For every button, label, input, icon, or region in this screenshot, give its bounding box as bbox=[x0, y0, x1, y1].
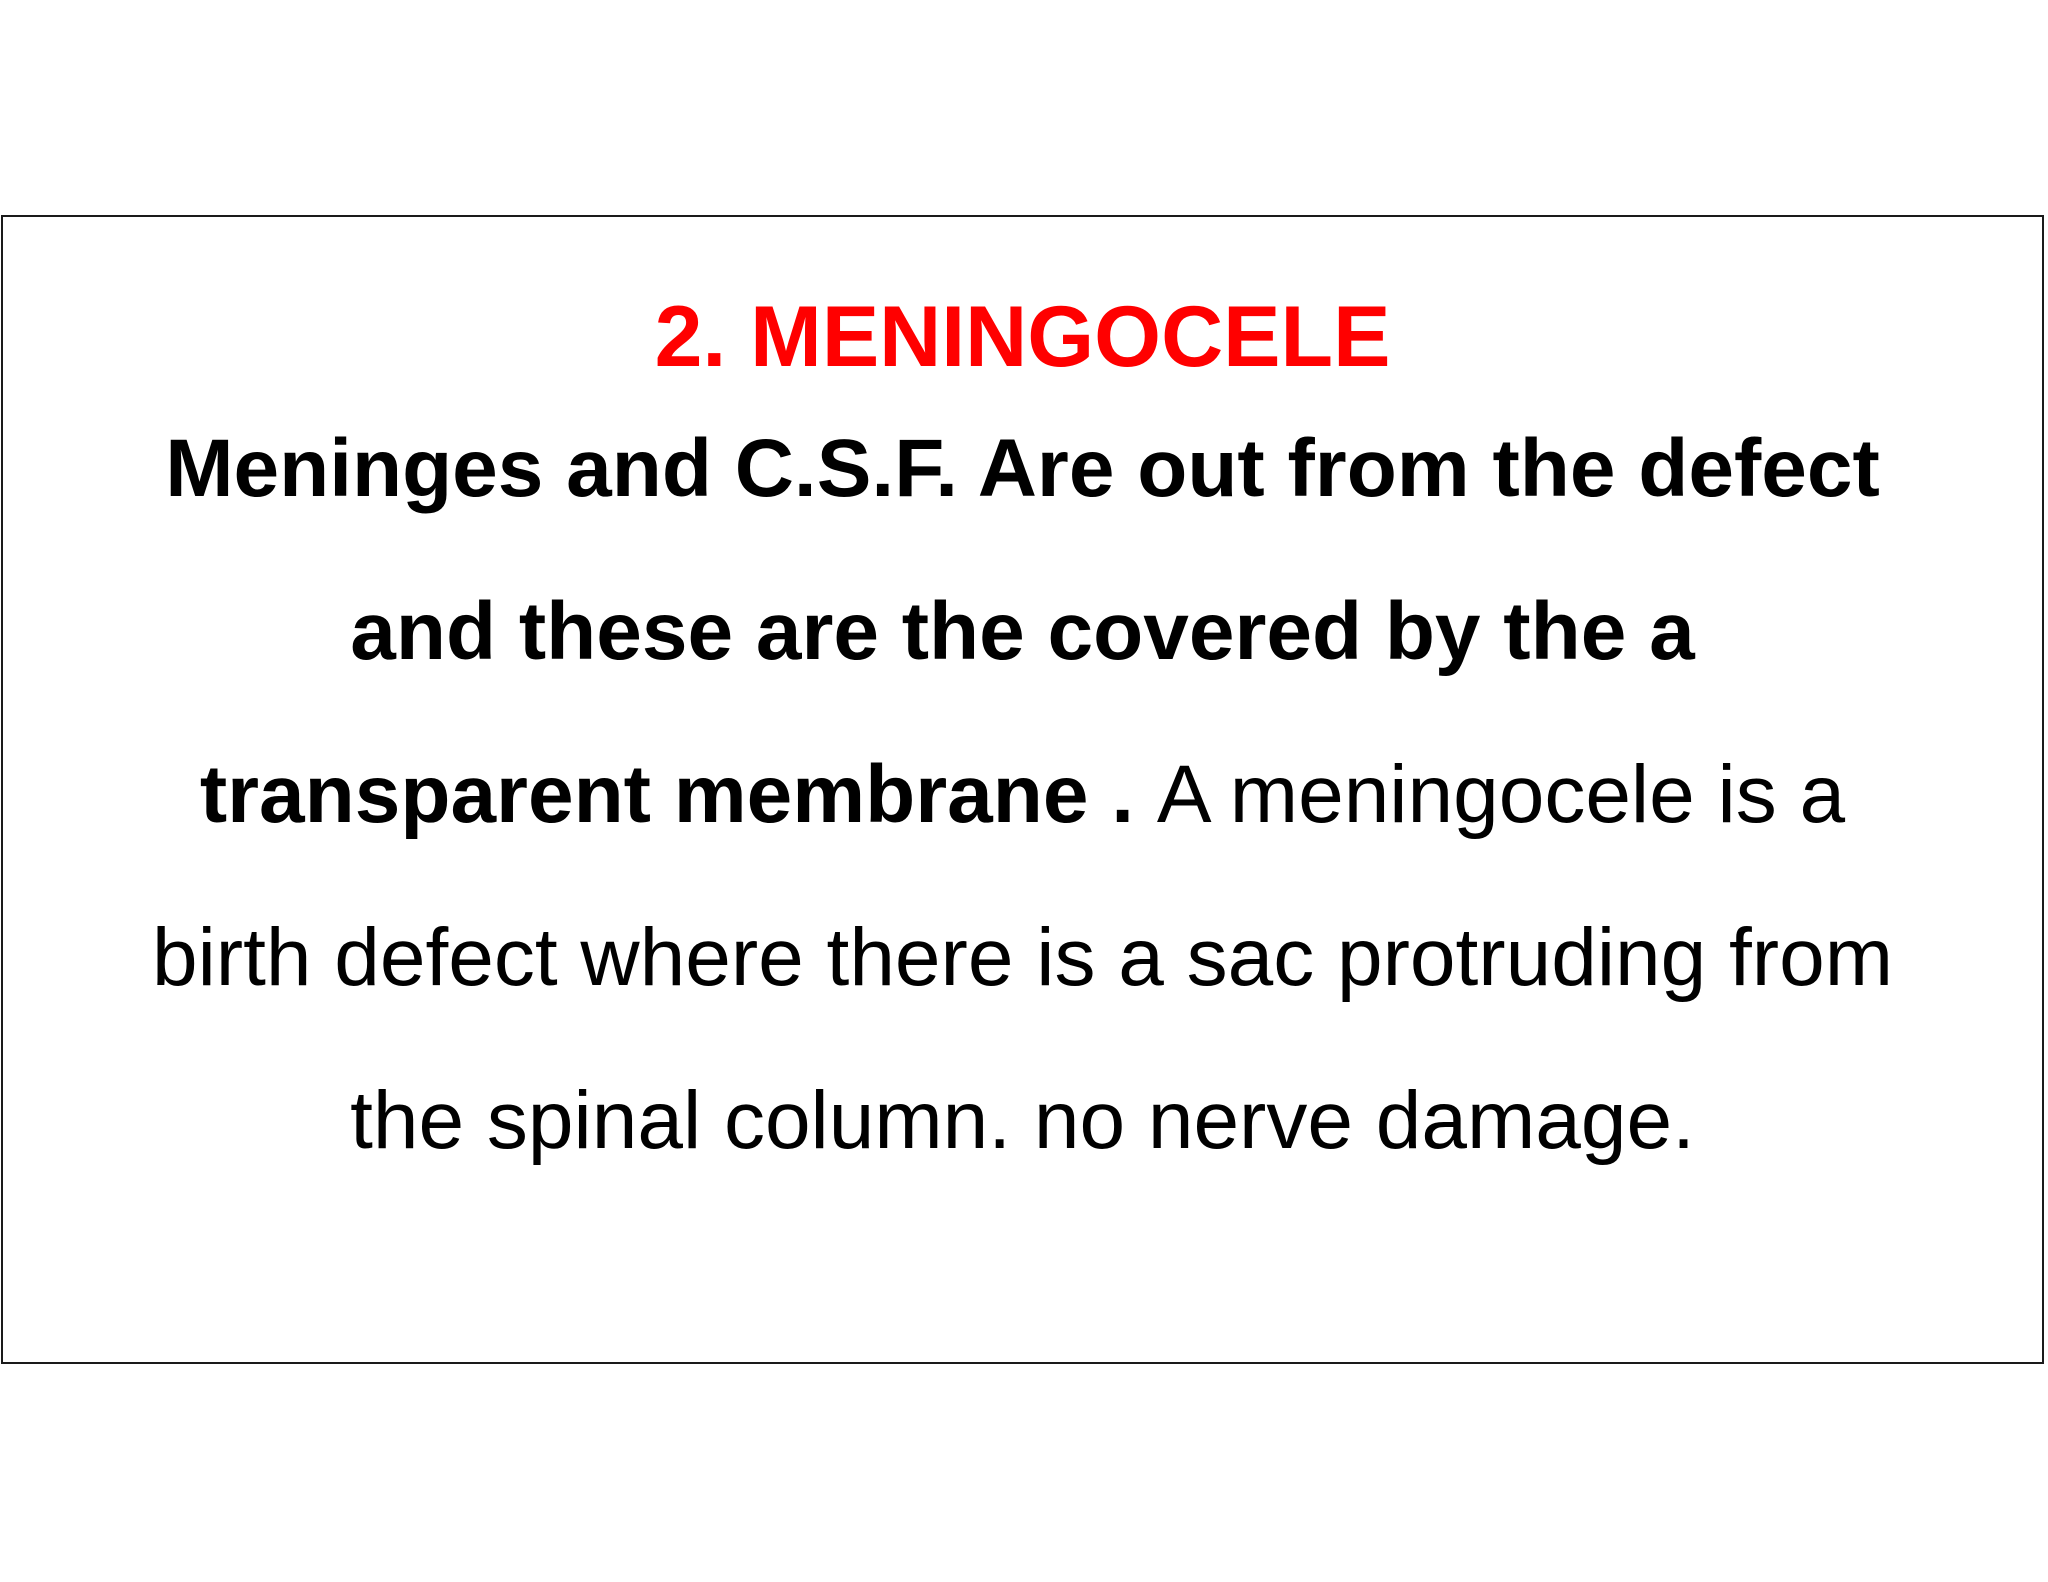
body-line-5 bbox=[43, 1039, 2002, 1202]
body-line-1 bbox=[43, 387, 2002, 550]
regular-text: the spinal column. no nerve damage. bbox=[350, 1075, 1695, 1166]
bold-text: transparent membrane . bbox=[199, 749, 1157, 840]
bold-text: Meninges and C.S.F. Are out from the defect bbox=[165, 423, 1880, 514]
slide-body bbox=[43, 387, 2002, 1202]
bold-text: and these are the covered by the a bbox=[350, 586, 1695, 677]
slide-heading: 2. MENINGOCELE bbox=[654, 289, 1391, 385]
regular-text: birth defect where there is a sac protruding from bbox=[151, 912, 1894, 1003]
body-line-2 bbox=[43, 550, 2002, 713]
body-line-3 bbox=[43, 713, 2002, 876]
slide-content bbox=[43, 287, 2002, 1202]
body-line-4 bbox=[43, 876, 2002, 1039]
regular-text: A meningocele is a bbox=[1156, 749, 1846, 840]
slide-frame bbox=[1, 215, 2044, 1364]
